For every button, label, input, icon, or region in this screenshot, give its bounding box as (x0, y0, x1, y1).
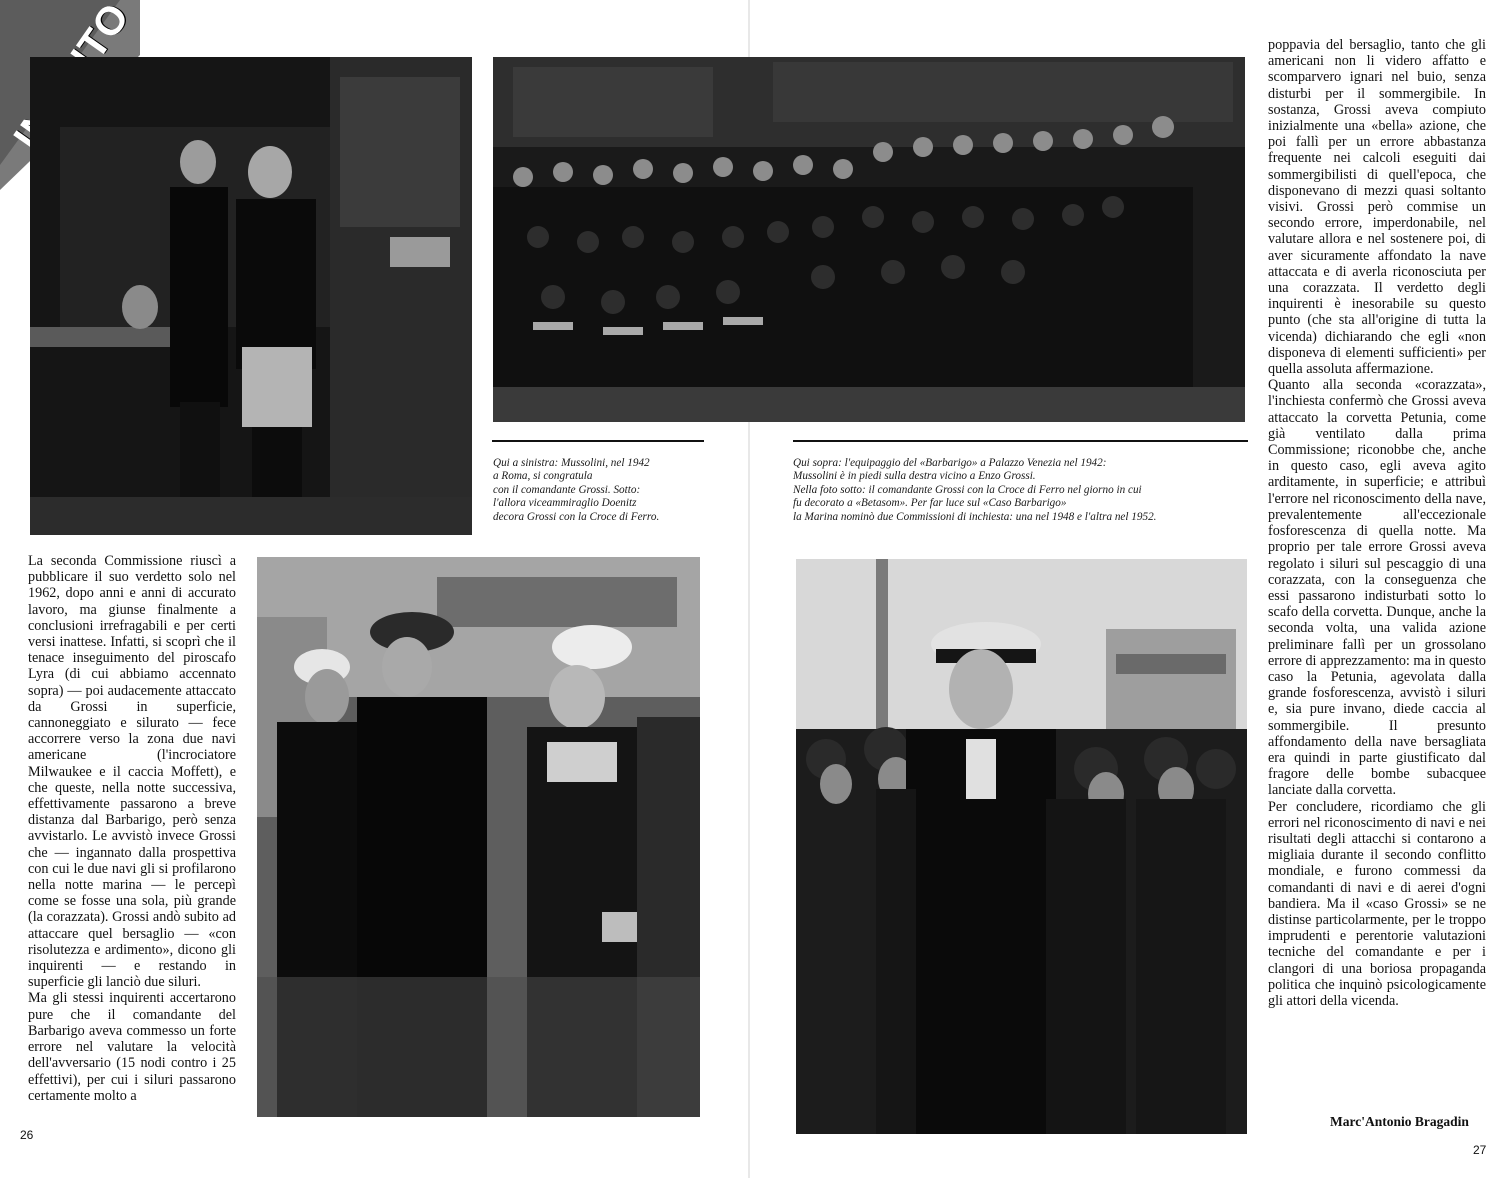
left-paragraph-1: La seconda Commissione riuscì a pubblicare il suo verdetto solo nel 1962, dopo anni e anni di accurato lavoro, ma giunse finalmente a conclusioni irrefragabili e per certi versi inattese. Infatti, si scoprì che il tenace inseguimento del piroscafo Lyra (di cui abbiamo accennato sopra) — poi audacemente attaccato da Grossi in superficie, cannoneggiato e silurato — fece accorrere verso la zona due navi americane (l'incrociatore Milwaukee e il caccia Moffett), e che queste, nella notte successiva, effettivamente passarono a breve distanza dal Barbarigo, però senza avvistarlo. Le avvistò invece Grossi che — ingannato dalla prospettiva con cui le due navi gli si profilarono nella notte marina — le percepì come se fosse una sola, più grande (la corazzata). Grossi andò subito ad attaccare quel bersaglio — «con risolutezza e ardimento», dicono gli inquirenti — e restando in superficie gli lanciò due siluri. (28, 553, 236, 991)
page-number-left: 26 (20, 1128, 34, 1142)
caption-right-line: fu decorato a «Betasom». Per far luce sul «Caso Barbarigo» (793, 497, 1067, 510)
photo-mussolini-grossi (30, 57, 472, 535)
caption-left-rule (492, 440, 704, 442)
caption-left-line: decora Grossi con la Croce di Ferro. (493, 510, 660, 523)
caption-left-line: con il comandante Grossi. Sotto: (493, 483, 641, 496)
photo-doenitz-decoration-figures (257, 557, 700, 1117)
photo-grossi-iron-cross (796, 559, 1247, 1134)
left-text-column (28, 553, 236, 1104)
right-paragraph-1: poppavia del bersaglio, tanto che gli americani non li videro affatto e scomparvero ignari nel buio, senza disturbi per il sommergibile. In sostanza, Grossi aveva compiuto inizialmente una «bella» azione, che poi fallì per un errore abbastanza frequente nei calcoli eseguiti dai sommergibilisti di quell'epoca, che disponevano di mezzi quasi soltanto visivi. Grossi però commise un secondo errore, imperdonabile, nel valutare allora e nel sostenere poi, di aver sicuramente affondato la nave attaccata e di averla riconosciuta per una corazzata. Il verdetto degli inquirenti è inesorabile su questo punto (che sta all'origine di tutta la vicenda) dichiarando che egli «non disponeva di elementi sufficienti» per quella assoluta affermazione. (1268, 37, 1486, 378)
photo-barbarigo-crew (493, 57, 1245, 422)
right-paragraph-2: Quanto alla seconda «corazzata», l'inchiesta confermò che Grossi aveva attaccato la corvetta Petunia, come già ventilato dalla prima Commissione; riconobbe che, anche in questo caso, egli aveva agito arditamente, in superficie; e attribuì l'errore nel riconoscimento della nave, prevalentemente all'eccezionale fosforescenza di quella notte. Ma proprio per tale errore Grossi aveva regolato i siluri sul pescaggio di una corazzata, con la conseguenza che essi passarono indisturbati sotto lo scafo della corvetta. Dunque, anche la seconda volta, una valida azione preliminare fallì per un grossolano errore di apprezzamento: ma in questo caso la Petunia, agevolata dalla grande fosforescenza, avvistò i siluri e, sia pure invano, diede caccia al sommergibile. Il presunto affondamento della nave bersagliata era quindi in parte giustificato dal fragore delle bombe subacquee lanciate dalla corvetta. (1268, 377, 1486, 799)
caption-right-rule (793, 440, 1248, 442)
caption-left-line: a Roma, si congratula (493, 470, 593, 483)
caption-right (793, 457, 1253, 524)
caption-right-line: Mussolini è in piedi sulla destra vicino a Enzo Grossi. (793, 470, 1036, 483)
right-text-column (1268, 37, 1486, 1009)
photo-doenitz-decoration (257, 557, 700, 1117)
caption-left-line: l'allora viceammiraglio Doenitz (493, 497, 637, 510)
caption-right-line: la Marina nominò due Commissioni di inchiesta: una nel 1948 e l'altra nel 1952. (793, 510, 1157, 523)
caption-left (493, 457, 708, 524)
caption-left-line: Qui a sinistra: Mussolini, nel 1942 (493, 457, 650, 469)
photo-mussolini-grossi-figures (30, 57, 472, 535)
caption-right-line: Qui sopra: l'equipaggio del «Barbarigo» a Palazzo Venezia nel 1942: (793, 457, 1107, 469)
author-signature: Marc'Antonio Bragadin (1330, 1114, 1469, 1129)
left-paragraph-2: Ma gli stessi inquirenti accertarono pure che il comandante del Barbarigo aveva commesso un forte errore nel valutare la velocità dell'avversario (15 nodi contro i 25 effettivi), per cui i siluri passarono certamente molto a (28, 990, 236, 1104)
photo-grossi-iron-cross-figures (796, 559, 1247, 1134)
caption-right-line: Nella foto sotto: il comandante Grossi con la Croce di Ferro nel giorno in cui (793, 483, 1142, 496)
photo-barbarigo-crew-figures (493, 57, 1245, 422)
page-number-right: 27 (1473, 1143, 1487, 1157)
right-paragraph-3: Per concludere, ricordiamo che gli errori nel riconoscimento di navi e nei risultati degli attacchi si contarono a migliaia durante il secondo conflitto mondiale, e furono commessi da comandanti di navi e di aerei d'ogni bandiera. Ma il «caso Grossi» se ne distinse particolarmente, per le troppo imprudenti e perentorie valutazioni tecniche del comandante e per i clangori di una boriosa propaganda politica che inquinò psicologicamente gli attori della vicenda. (1268, 798, 1486, 1009)
